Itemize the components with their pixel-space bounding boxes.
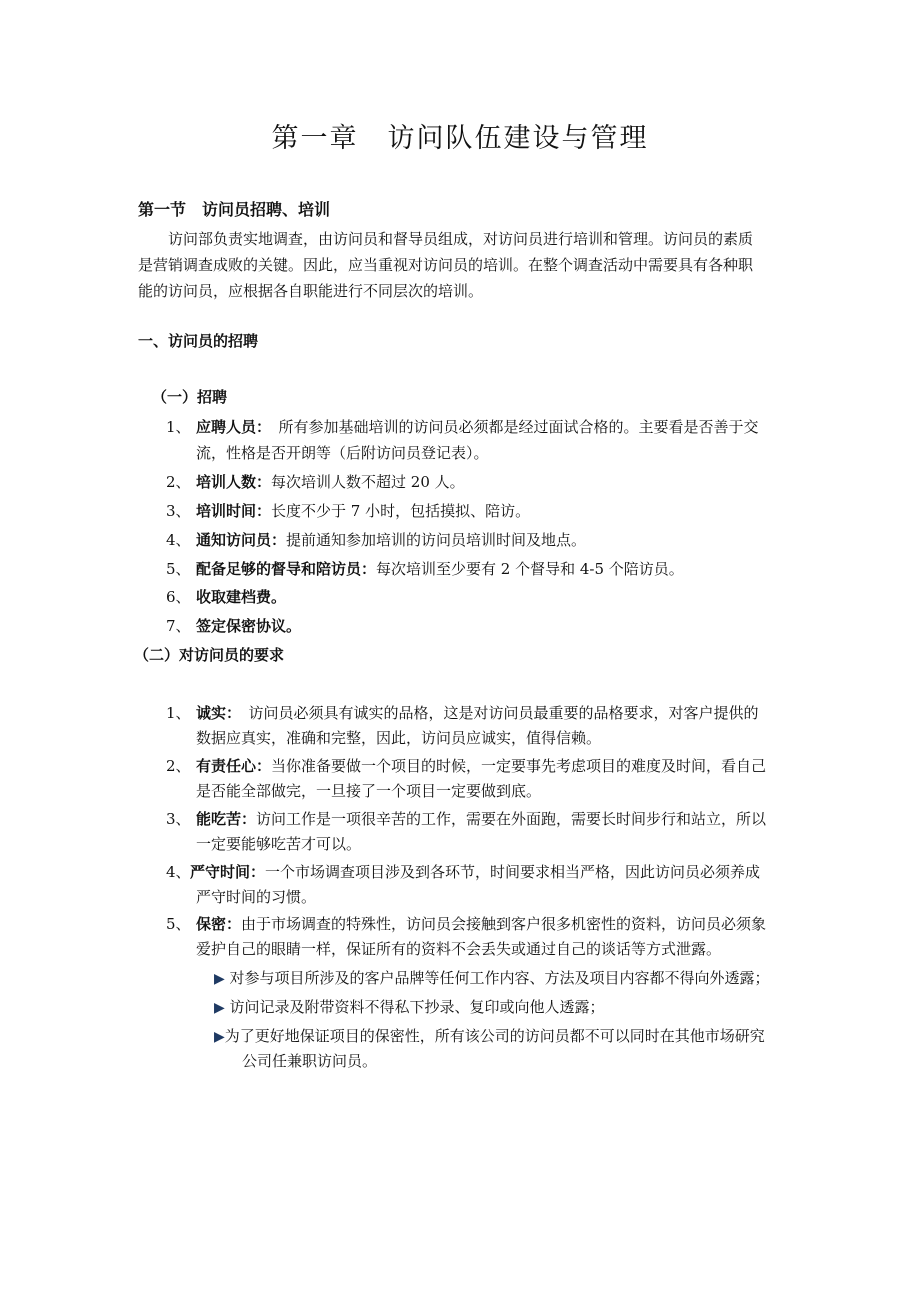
intro-line: 访问部负责实地调查，由访问员和督导员组成，对访问员进行培训和管理。访问员的素质 — [168, 230, 754, 248]
item-text: 每次培训至少要有 2 个督导和 4-5 个陪访员。 — [376, 560, 684, 578]
item-text: 当你准备要做一个项目的时候，一定要事先考虑项目的难度及时间，看自己 — [271, 757, 767, 775]
list-number: 6、 — [166, 588, 191, 606]
intro-paragraph — [138, 226, 810, 304]
intro-line: 能的访问员，应根据各自职能进行不同层次的培训。 — [138, 282, 484, 300]
bullet-item — [214, 967, 770, 988]
list-number: 4、 — [166, 863, 191, 881]
item-text: 每次培训人数不超过 20 人。 — [271, 473, 465, 491]
list-item — [196, 615, 301, 636]
intro-line: 是营销调查成败的关键。因此，应当重视对访问员的培训。在整个调查活动中需要具有各种职 — [138, 256, 754, 274]
section-title: 第一节 访问员招聘、培训 — [138, 200, 331, 219]
bullet-continuation: 公司任兼职访问员。 — [242, 1052, 378, 1070]
bullet-item — [214, 1025, 765, 1046]
bullet-text: 为了更好地保证项目的保密性，所有该公司的访问员都不可以同时在其他市场研究 — [224, 1027, 765, 1045]
item-continuation: 爱护自己的眼睛一样，保证所有的资料不会丢失或通过自己的谈话等方式泄露。 — [196, 940, 722, 958]
item-label: 配备足够的督导和陪访员： — [196, 560, 377, 578]
item-label: 应聘人员： — [196, 418, 264, 436]
item-continuation: 一定要能够吃苦才可以。 — [196, 835, 362, 853]
triangle-bullet-icon: ▶ — [214, 971, 225, 987]
subheading-requirements: （二）对访问员的要求 — [134, 646, 285, 664]
list-number: 3、 — [166, 810, 191, 828]
item-text: 访问员必须具有诚实的品格，这是对访问员最重要的品格要求，对客户提供的 — [233, 704, 759, 722]
item-continuation: 是否能全部做完，一旦接了一个项目一定要做到底。 — [196, 782, 542, 800]
list-item — [196, 755, 766, 776]
list-number: 1、 — [166, 704, 191, 722]
list-item — [196, 702, 759, 723]
triangle-bullet-icon: ▶ — [214, 1029, 225, 1045]
item-label: 有责任心： — [196, 757, 272, 775]
item-label: 培训时间： — [196, 502, 272, 520]
item-label: 保密： — [196, 915, 242, 933]
list-item — [196, 808, 766, 829]
item-label: 培训人数： — [196, 473, 272, 491]
list-number: 1、 — [166, 418, 191, 436]
subheading-recruit: （一）招聘 — [152, 388, 228, 406]
list-item — [196, 500, 530, 521]
heading-recruitment: 一、访问员的招聘 — [138, 332, 259, 350]
item-continuation: 数据应真实，准确和完整，因此，访问员应诚实，值得信赖。 — [196, 729, 602, 747]
list-item — [196, 586, 286, 607]
bullet-text: 对参与项目所涉及的客户品牌等任何工作内容、方法及项目内容都不得向外透露； — [224, 969, 770, 987]
bullet-text: 访问记录及附带资料不得私下抄录、复印或向他人透露； — [224, 998, 605, 1016]
triangle-bullet-icon: ▶ — [214, 1000, 225, 1016]
list-number: 2、 — [166, 757, 191, 775]
item-text: 访问工作是一项很辛苦的工作，需要在外面跑，需要长时间步行和站立，所以 — [256, 810, 767, 828]
item-label: 通知访问员： — [196, 531, 287, 549]
item-text: 提前通知参加培训的访问员培训时间及地点。 — [286, 531, 587, 549]
list-item — [196, 471, 465, 492]
item-text: 长度不少于 7 小时，包括摸拟、陪访。 — [271, 502, 531, 520]
bullet-item — [214, 996, 605, 1017]
list-item — [196, 913, 766, 934]
list-number: 5、 — [166, 560, 191, 578]
item-label: 收取建档费。 — [196, 588, 287, 606]
item-text: 所有参加基础培训的访问员必须都是经过面试合格的。主要看是否善于交 — [263, 418, 759, 436]
list-number: 3、 — [166, 502, 191, 520]
list-item — [196, 558, 684, 579]
item-label: 能吃苦： — [196, 810, 257, 828]
item-text: 一个市场调查项目涉及到各环节，时间要求相当严格，因此访问员必须养成 — [265, 863, 761, 881]
list-number: 5、 — [166, 915, 191, 933]
item-continuation: 流，性格是否开朗等（后附访问员登记表）。 — [196, 444, 489, 462]
list-number: 2、 — [166, 473, 191, 491]
chapter-title: 第一章 访问队伍建设与管理 — [271, 123, 649, 154]
list-number: 7、 — [166, 617, 191, 635]
list-item — [196, 529, 586, 550]
list-item — [190, 861, 760, 882]
list-item — [196, 416, 759, 437]
item-text: 由于市场调查的特殊性，访问员会接触到客户很多机密性的资料，访问员必须象 — [241, 915, 767, 933]
item-continuation: 严守时间的习惯。 — [196, 888, 317, 906]
item-label: 严守时间： — [190, 863, 266, 881]
list-number: 4、 — [166, 531, 191, 549]
item-label: 诚实： — [196, 704, 234, 722]
item-label: 签定保密协议。 — [196, 617, 302, 635]
